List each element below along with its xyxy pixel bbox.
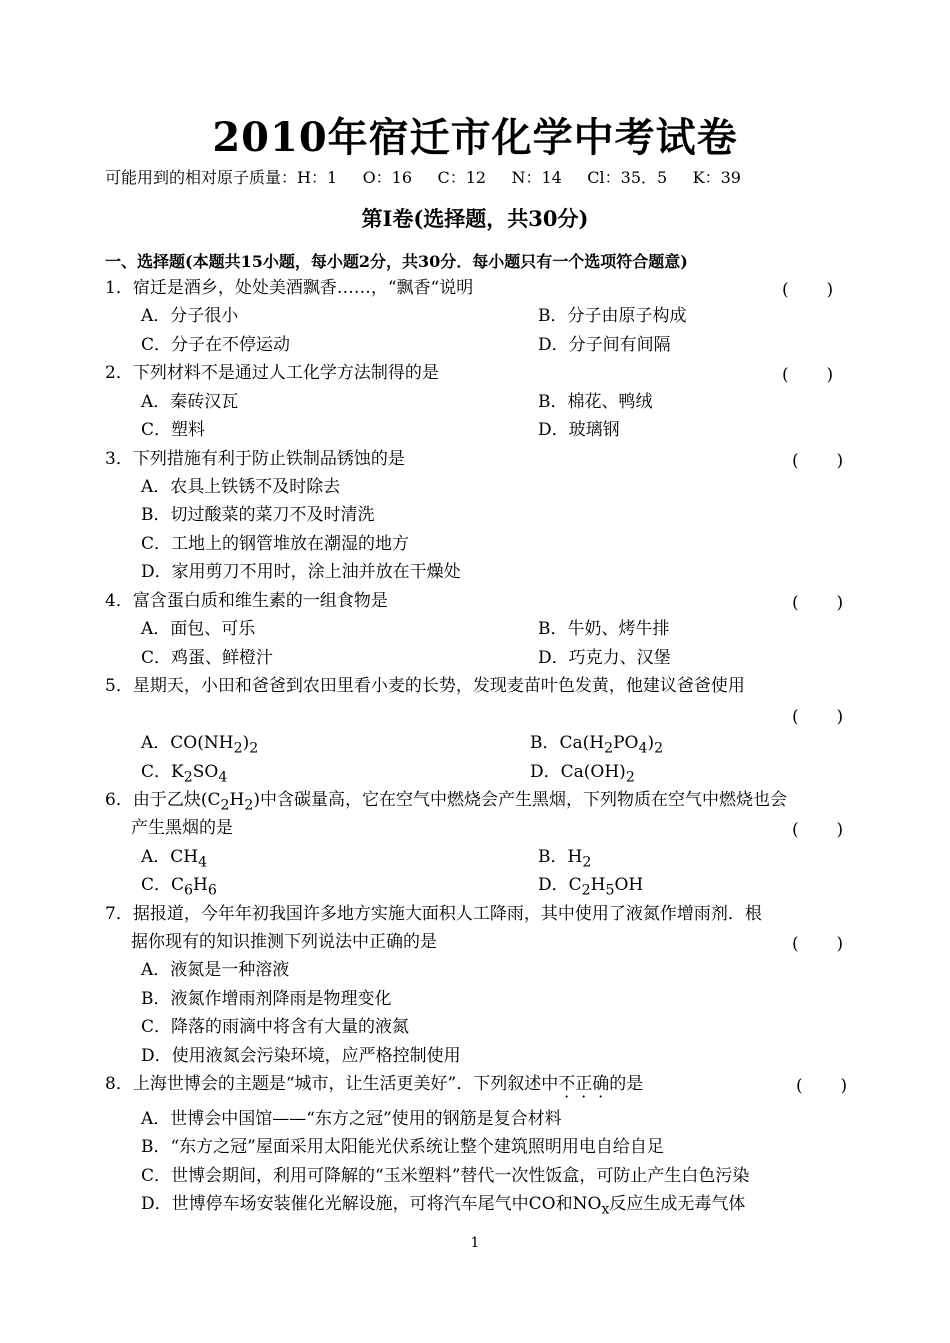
q4-option-a: A．面包、可乐 xyxy=(141,619,256,639)
q2-option-c: C．塑料 xyxy=(141,420,206,440)
q7-stem-line2: 据你现有的知识推测下列说法中正确的是 xyxy=(131,932,437,952)
q2-stem: 2．下列材料不是通过人工化学方法制得的是 xyxy=(105,363,439,383)
q6-stem-line2: 产生黑烟的是 xyxy=(131,818,233,838)
q6-option-d: D．$C_2H_5OH$ xyxy=(538,875,644,899)
q8-option-d: D．世博停车场安装催化光解设施，可将汽车尾气中CO和$NO_x$反应生成无毒气体 xyxy=(141,1194,746,1218)
q7-answer-paren: ( ) xyxy=(792,934,844,954)
q3-option-b: B．切过酸菜的菜刀不及时清洗 xyxy=(141,505,375,525)
q5-option-b: B．$Ca(H_2PO_4)_2$ xyxy=(530,733,664,757)
page-number: 1 xyxy=(470,1235,480,1251)
section-title: 第Ⅰ卷(选择题，共30分) xyxy=(361,206,589,231)
q8-option-b: B．“东方之冠”屋面采用太阳能光伏系统让整个建筑照明用电自给自足 xyxy=(141,1137,664,1157)
q2-option-d: D．玻璃钢 xyxy=(538,420,620,440)
q3-option-a: A．农具上铁锈不及时除去 xyxy=(141,477,341,497)
q4-option-d: D．巧克力、汉堡 xyxy=(538,648,671,668)
q8-option-c: C．世博会期间，利用可降解的“玉米塑料”替代一次性饭盒，可防止产生白色污染 xyxy=(141,1166,750,1186)
q5-option-a: A．$CO(NH_2)_2$ xyxy=(141,733,259,757)
q7-stem: 7．据报道，今年年初我国许多地方实施大面积人工降雨，其中使用了液氮作增雨剂．根 xyxy=(105,904,762,924)
q1-option-a: A．分子很小 xyxy=(141,306,239,326)
q4-stem: 4．富含蛋白质和维生素的一组食物是 xyxy=(105,591,388,611)
q8-emphasis: 不正确 xyxy=(558,1074,610,1094)
q1-stem: 1．宿迁是酒乡，处处美酒飘香……，“飘香“说明 xyxy=(105,278,474,298)
q2-option-b: B．棉花、鸭绒 xyxy=(538,392,653,412)
q7-option-b: B．液氮作增雨剂降雨是物理变化 xyxy=(141,989,392,1009)
exam-title: 2010年宿迁市化学中考试卷 xyxy=(212,114,738,161)
q7-option-c: C．降落的雨滴中将含有大量的液氮 xyxy=(141,1017,410,1037)
q3-option-d: D．家用剪刀不用时，涂上油并放在干燥处 xyxy=(141,562,461,582)
q6-stem: 6．由于乙炔$(C_2H_2)$中含碳量高，它在空气中燃烧会产生黑烟，下列物质在空气中燃烧也会 xyxy=(105,790,787,814)
q4-option-c: C．鸡蛋、鲜橙汁 xyxy=(141,648,274,668)
q6-option-b: B．$H_2$ xyxy=(538,847,592,871)
q5-stem: 5．星期天，小田和爸爸到农田里看小麦的长势，发现麦苗叶色发黄，他建议爸爸使用 xyxy=(105,676,745,696)
q1-option-c: C．分子在不停运动 xyxy=(141,335,291,355)
q3-option-c: C．工地上的钢管堆放在潮湿的地方 xyxy=(141,534,410,554)
q5-answer-paren: ( ) xyxy=(792,707,844,727)
q4-answer-paren: ( ) xyxy=(792,593,844,613)
q8-option-a: A．世博会中国馆——“东方之冠”使用的钢筋是复合材料 xyxy=(141,1109,562,1129)
q4-option-b: B．牛奶、烤牛排 xyxy=(538,619,670,639)
atomic-masses: 可能用到的相对原子质量：H：1 O：16 C：12 N：14 Cl：35．5 K：39 xyxy=(105,168,741,187)
q3-answer-paren: ( ) xyxy=(792,451,844,471)
q1-answer-paren: ( ) xyxy=(782,280,834,300)
q6-option-a: A．$CH_4$ xyxy=(141,847,208,871)
q2-option-a: A．秦砖汉瓦 xyxy=(141,392,239,412)
q7-option-a: A．液氮是一种溶液 xyxy=(141,960,290,980)
q6-answer-paren: ( ) xyxy=(792,820,844,840)
q8-answer-paren: ( ) xyxy=(796,1076,848,1096)
q1-option-d: D．分子间有间隔 xyxy=(538,335,671,355)
q3-stem: 3．下列措施有利于防止铁制品锈蚀的是 xyxy=(105,449,405,469)
q8-stem: 8．上海世博会的主题是“城市，让生活更美好”．下列叙述中不正确的是 xyxy=(105,1074,644,1094)
q5-option-d: D．$Ca(OH)_2$ xyxy=(530,762,635,786)
q2-answer-paren: ( ) xyxy=(782,365,834,385)
q6-option-c: C．$C_6H_6$ xyxy=(141,875,217,899)
q7-option-d: D．使用液氮会污染环境，应严格控制使用 xyxy=(141,1046,461,1066)
instructions: 一、选择题(本题共15小题，每小题2分，共30分．每小题只有一个选项符合题意) xyxy=(105,252,688,271)
q1-option-b: B．分子由原子构成 xyxy=(538,306,687,326)
q5-option-c: C．$K_2SO_4$ xyxy=(141,762,228,786)
